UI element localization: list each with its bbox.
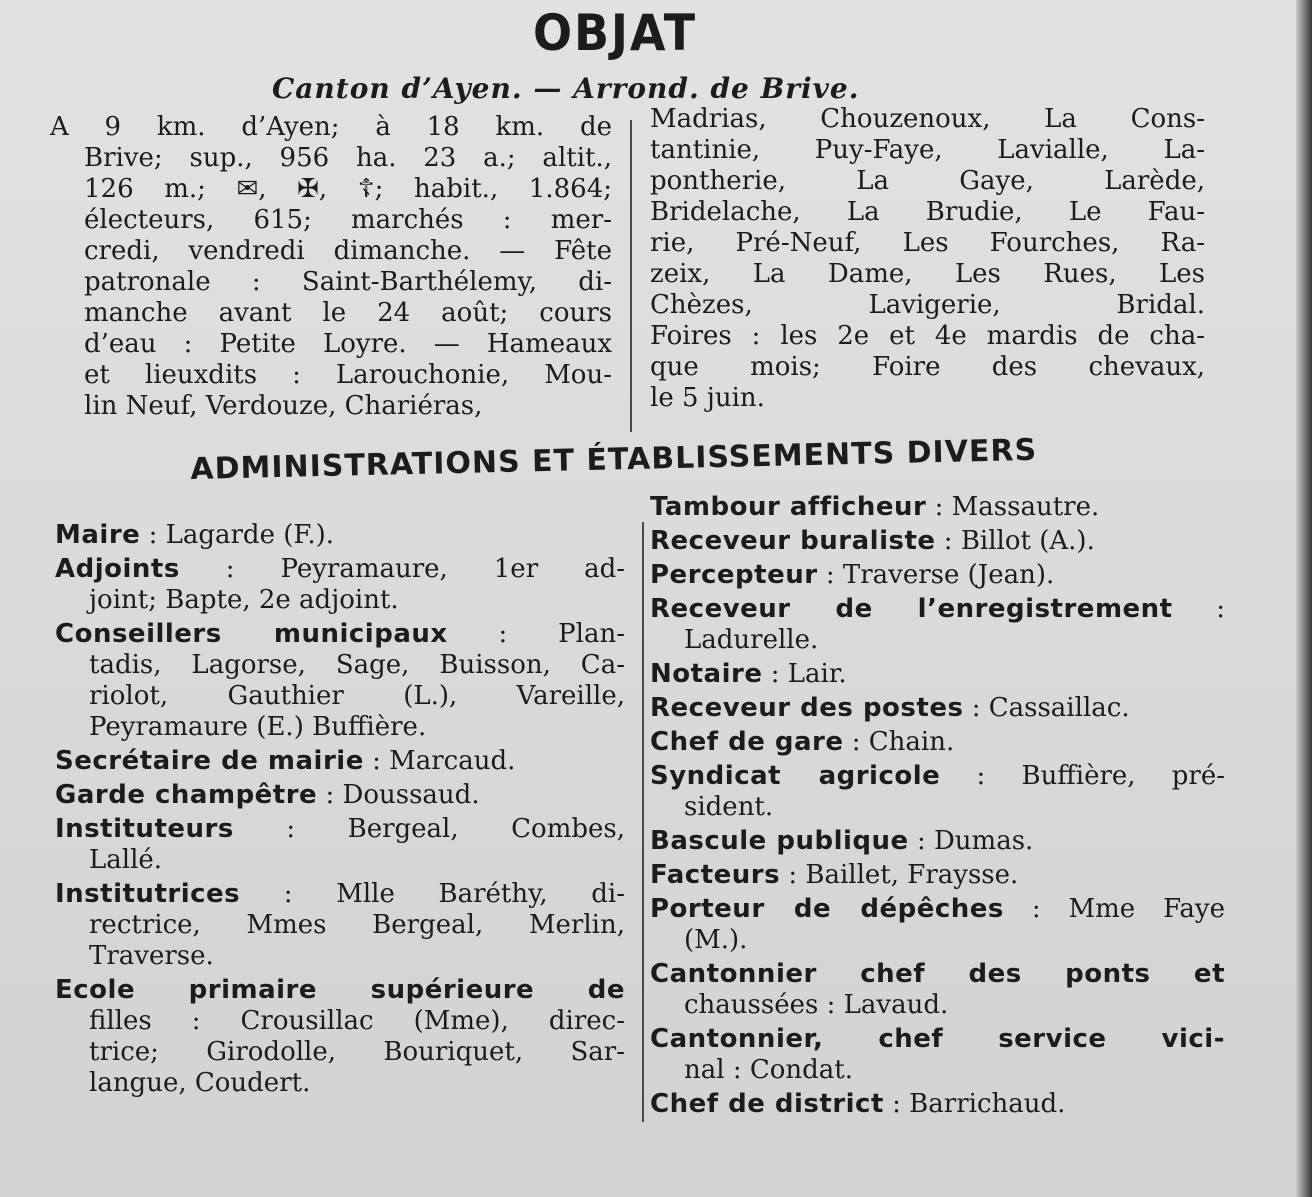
text-line: tantinie, Puy-Faye, Lavialle, La-	[650, 135, 1205, 165]
directory-entry	[55, 814, 625, 876]
entry-first-line	[650, 959, 1225, 990]
entry-first-line	[55, 814, 625, 845]
text-line: électeurs, 615; marchés : mer-	[84, 205, 612, 235]
entry-value: : Billot (A.).	[943, 526, 1095, 556]
text-line: Chèzes, Lavigerie, Bridal.	[650, 290, 1205, 320]
entry-continuation: Traverse.	[89, 941, 214, 971]
text-line: le 5 juin.	[650, 383, 765, 413]
entry-value: : Baillet, Fraysse.	[788, 860, 1019, 890]
entry-continuation: Peyramaure (E.) Buffière.	[89, 712, 427, 742]
entry-first-line	[650, 826, 1225, 857]
entry-continuation: Ladurelle.	[684, 625, 819, 655]
entry-label: Cantonnier chef des ponts et	[650, 959, 1225, 989]
entry-label: Ecole primaire supérieure de	[55, 975, 625, 1005]
directory-entry	[650, 693, 1225, 724]
directory-entry	[650, 727, 1225, 758]
entry-continuation: riolot, Gauthier (L.), Vareille,	[89, 681, 625, 711]
intro-right-column	[650, 104, 1205, 414]
entry-value: : Lair.	[770, 659, 847, 689]
text-line: patronale : Saint-Barthélemy, di-	[84, 267, 612, 297]
entry-value: : Traverse (Jean).	[825, 560, 1055, 590]
entry-first-line	[55, 746, 625, 777]
entry-first-line	[650, 727, 1225, 758]
directory-entry	[650, 894, 1225, 956]
entry-value: : Doussaud.	[325, 780, 480, 810]
entry-label: Syndicat agricole	[650, 761, 941, 791]
entry-continuation: Lallé.	[89, 845, 163, 875]
entry-first-line	[650, 526, 1225, 557]
directory-entry	[650, 659, 1225, 690]
text-line: Foires : les 2e et 4e mardis de cha-	[650, 321, 1205, 351]
entry-first-line	[55, 975, 625, 1006]
directory-entry	[650, 959, 1225, 1021]
entry-label: Cantonnier, chef service vici-	[650, 1024, 1225, 1054]
entry-continuation: (M.).	[684, 925, 748, 955]
entry-first-line	[55, 619, 625, 650]
entry-value: : Buffière, pré-	[976, 761, 1226, 791]
text-line: rie, Pré-Neuf, Les Fourches, Ra-	[650, 228, 1205, 258]
page-subtitle: Canton d’Ayen. — Arrond. de Brive.	[272, 72, 860, 105]
entry-value: : Chain.	[851, 727, 955, 757]
entry-value: : Bergeal, Combes,	[286, 814, 625, 844]
intro-left-column	[50, 112, 612, 422]
directory-entry	[55, 975, 625, 1099]
text-line: que mois; Foire des chevaux,	[650, 352, 1205, 382]
entry-label: Porteur de dépêches	[650, 894, 1004, 924]
right-entries-column	[650, 492, 1225, 1123]
entry-first-line	[650, 894, 1225, 925]
entry-label: Chef de district	[650, 1089, 884, 1119]
entry-first-line	[650, 1089, 1225, 1120]
entry-first-line	[650, 1024, 1225, 1055]
entry-label: Secrétaire de mairie	[55, 746, 364, 776]
entry-value: : Mme Faye	[1031, 894, 1225, 924]
entry-value: : Dumas.	[916, 826, 1034, 856]
entry-first-line	[650, 659, 1225, 690]
section-heading: ADMINISTRATIONS ET ÉTABLISSEMENTS DIVERS	[190, 432, 1038, 487]
directory-entry	[650, 594, 1225, 656]
entry-first-line	[650, 594, 1225, 625]
entry-value: : Peyramaure, 1er ad-	[225, 554, 625, 584]
page-edge-shadow	[1296, 0, 1312, 1197]
text-line: lin Neuf, Verdouze, Chariéras,	[84, 391, 483, 421]
directory-entry	[650, 1024, 1225, 1086]
text-line: d’eau : Petite Loyre. — Hameaux	[84, 329, 612, 359]
entry-value: : Marcaud.	[372, 746, 516, 776]
entry-label: Instituteurs	[55, 814, 234, 844]
text-line: Brive; sup., 956 ha. 23 a.; altit.,	[84, 143, 612, 173]
entry-first-line	[650, 492, 1225, 523]
entry-first-line	[650, 560, 1225, 591]
entry-label: Receveur des postes	[650, 693, 964, 723]
text-line: Madrias, Chouzenoux, La Cons-	[650, 104, 1205, 134]
directory-entry	[650, 560, 1225, 591]
entry-label: Notaire	[650, 659, 763, 689]
directory-entry	[55, 619, 625, 743]
entry-label: Garde champêtre	[55, 780, 318, 810]
text-line: et lieuxdits : Larouchonie, Mou-	[84, 360, 612, 390]
text-line: manche avant le 24 août; cours	[84, 298, 612, 328]
entry-continuation: tadis, Lagorse, Sage, Buisson, Ca-	[89, 650, 625, 680]
entry-first-line	[55, 780, 625, 811]
entry-continuation: sident.	[684, 792, 774, 822]
entry-value: : Lagarde (F.).	[148, 520, 335, 550]
entry-label: Chef de gare	[650, 727, 844, 757]
entry-value: : Mlle Baréthy, di-	[283, 879, 625, 909]
entry-label: Receveur buraliste	[650, 526, 936, 556]
text-line: Bridelache, La Brudie, Le Fau-	[650, 197, 1205, 227]
entry-continuation: filles : Crousillac (Mme), direc-	[89, 1006, 625, 1036]
entry-first-line	[55, 520, 625, 551]
entry-label: Maire	[55, 520, 141, 550]
entry-label: Institutrices	[55, 879, 241, 909]
directory-entry	[650, 860, 1225, 891]
entry-value: :	[1216, 594, 1225, 624]
entry-first-line	[650, 860, 1225, 891]
directory-entry	[650, 492, 1225, 523]
entry-first-line	[55, 554, 625, 585]
text-line: credi, vendredi dimanche. — Fête	[84, 236, 612, 266]
entry-first-line	[650, 693, 1225, 724]
text-line: 126 m.; ✉, ✠, ☦; habit., 1.864;	[84, 174, 612, 204]
entry-label: Percepteur	[650, 560, 818, 590]
entry-first-line	[55, 879, 625, 910]
column-divider-top	[630, 120, 632, 432]
directory-entry	[650, 826, 1225, 857]
entry-value: : Massautre.	[934, 492, 1100, 522]
text-line: pontherie, La Gaye, Larède,	[650, 166, 1205, 196]
left-entries-column	[55, 520, 625, 1102]
entry-label: Adjoints	[55, 554, 180, 584]
text-line: A 9 km. d’Ayen; à 18 km. de	[50, 112, 612, 142]
entry-continuation: joint; Bapte, 2e adjoint.	[89, 585, 399, 615]
entry-continuation: rectrice, Mmes Bergeal, Merlin,	[89, 910, 625, 940]
entry-continuation: chaussées : Lavaud.	[684, 990, 949, 1020]
entry-label: Tambour afficheur	[650, 492, 927, 522]
entry-label: Conseillers municipaux	[55, 619, 448, 649]
page-title: OBJAT	[533, 4, 697, 62]
entry-label: Receveur de l’enregistrement	[650, 594, 1173, 624]
directory-entry	[55, 780, 625, 811]
entry-continuation: langue, Coudert.	[89, 1068, 311, 1098]
directory-entry	[55, 746, 625, 777]
column-divider-bottom	[642, 522, 644, 1122]
entry-first-line	[650, 761, 1225, 792]
directory-entry	[650, 526, 1225, 557]
text-line: zeix, La Dame, Les Rues, Les	[650, 259, 1205, 289]
directory-entry	[55, 879, 625, 972]
entry-label: Bascule publique	[650, 826, 909, 856]
entry-continuation: nal : Condat.	[684, 1055, 853, 1085]
entry-value: : Cassaillac.	[971, 693, 1130, 723]
directory-entry	[650, 761, 1225, 823]
entry-value: : Barrichaud.	[892, 1089, 1066, 1119]
entry-value: : Plan-	[498, 619, 625, 649]
directory-entry	[55, 554, 625, 616]
entry-continuation: trice; Girodolle, Bouriquet, Sar-	[89, 1037, 625, 1067]
entry-label: Facteurs	[650, 860, 781, 890]
directory-entry	[650, 1089, 1225, 1120]
directory-entry	[55, 520, 625, 551]
